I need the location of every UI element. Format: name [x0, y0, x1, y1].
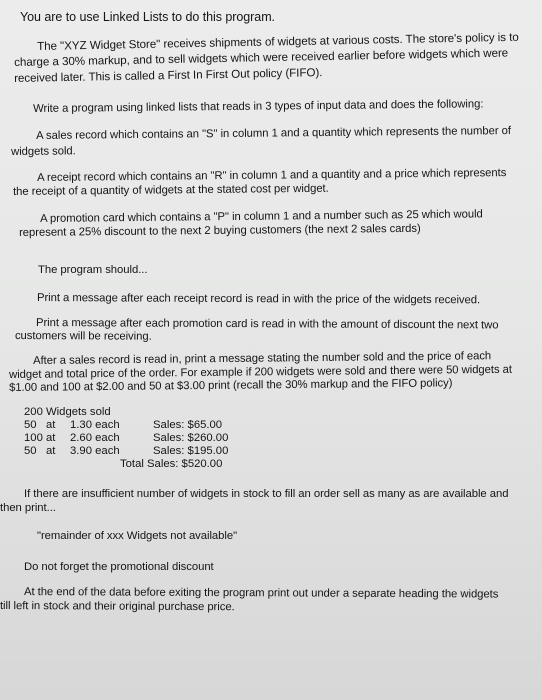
insufficient-line-1: If there are insufficient number of widgets in stock to fill an order sell as many as are available and — [24, 488, 509, 500]
example-header: 200 Widgets sold — [24, 406, 111, 418]
promotion-card-line-2: represent a 25% discount to the next 2 buying customers (the next 2 sales cards) — [19, 222, 421, 239]
example-row-sales: Sales: $260.00 — [153, 432, 229, 444]
end-of-data-line-2: till left in stock and their original purchase price. — [0, 600, 235, 614]
example-row-qty: 100 — [24, 432, 43, 444]
intro-line-2: charge a 30% markup, and to sell widgets which were received earlier before widgets which were — [14, 46, 509, 69]
after-sales-line-2: widget and total price of the order. For example if 200 widgets were sold and there were 50 widgets at — [9, 363, 513, 381]
example-row-at: at — [46, 432, 56, 444]
program-should-line: The program should... — [38, 264, 148, 276]
intro-line-3: received later. This is called a First In First Out policy (FIFO). — [14, 66, 323, 85]
document-heading: You are to use Linked Lists to do this program. — [20, 10, 275, 24]
insufficient-line-2: then print... — [0, 502, 56, 514]
write-program-line: Write a program using linked lists that reads in 3 types of input data and does the following: — [33, 98, 484, 115]
example-row-price: 3.90 each — [70, 445, 120, 457]
after-sales-line-1: After a sales record is read in, print a message stating the number sold and the price of each — [33, 350, 492, 367]
example-row-qty: 50 — [24, 419, 37, 431]
sales-record-line-1: A sales record which contains an "S" in column 1 and a quantity which represents the number of — [36, 125, 512, 142]
dont-forget-line: Do not forget the promotional discount — [24, 561, 214, 573]
print-receipt-line: Print a message after each receipt record is read in with the price of the widgets received. — [36, 292, 481, 307]
example-row-sales: Sales: $65.00 — [153, 419, 223, 431]
print-promotion-line-1: Print a message after each promotion card is read in with the amount of discount the next two — [35, 317, 499, 332]
example-row-at: at — [46, 419, 56, 431]
example-row-sales: Sales: $195.00 — [153, 445, 229, 457]
example-row-at: at — [46, 445, 56, 457]
example-total: Total Sales: $520.00 — [120, 458, 223, 470]
example-row-price: 1.30 each — [70, 419, 120, 431]
receipt-record-line-2: the receipt of a quantity of widgets at the stated cost per widget. — [13, 182, 329, 198]
receipt-record-line-1: A receipt record which contains an "R" in column 1 and a quantity and a price which represents — [37, 167, 507, 184]
example-output-block — [24, 406, 264, 476]
promotion-card-line-1: A promotion card which contains a "P" in column 1 and a number such as 25 which would — [40, 208, 483, 225]
end-of-data-line-1: At the end of the data before exiting the program print out under a separate heading the widgets — [23, 586, 499, 601]
example-row-qty: 50 — [24, 445, 37, 457]
remainder-message: "remainder of xxx Widgets not available" — [37, 530, 238, 542]
after-sales-line-3: $1.00 and 100 at $2.00 and 50 at $3.00 print (recall the 30% markup and the FIFO policy) — [9, 377, 453, 394]
print-promotion-line-2: customers will be receiving. — [14, 330, 152, 343]
example-row-price: 2.60 each — [70, 432, 120, 444]
intro-line-1: The "XYZ Widget Store" receives shipments of widgets at various costs. The store's policy is to — [37, 30, 519, 53]
sales-record-line-2: widgets sold. — [11, 145, 76, 158]
